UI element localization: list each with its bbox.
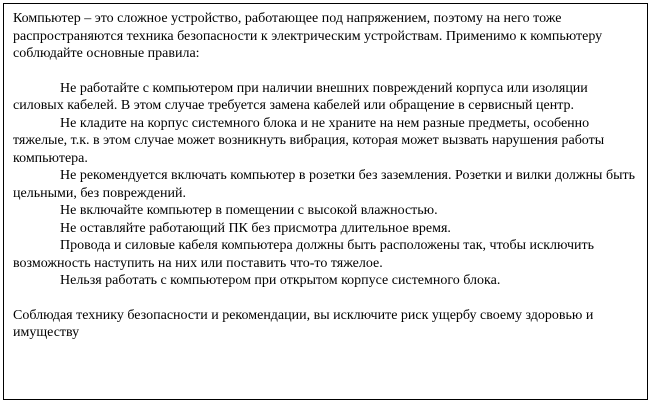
rule-text: Не включайте компьютер в помещении с высокой влажностью. <box>60 203 438 218</box>
rule-item <box>13 272 639 290</box>
safety-rules-textbox <box>3 3 648 400</box>
rules-list <box>13 80 639 290</box>
rule-item <box>13 80 639 115</box>
rule-text: Провода и силовые кабеля компьютера должны быть расположены так, чтобы исключить возможность наступить на них или поставить что-то тяжелое. <box>13 238 595 271</box>
intro-paragraph: Компьютер – это сложное устройство, работающее под напряжением, поэтому на него тоже распространяются техника безопасности к электрическим устройствам. Применимо к компьютеру соблюдайте основные правила: <box>13 11 603 61</box>
rule-item <box>13 237 639 272</box>
rule-item <box>13 115 639 168</box>
rule-item <box>13 202 639 220</box>
rule-text: Нельзя работать с компьютером при открытом корпусе системного блока. <box>60 273 501 288</box>
rule-item <box>13 167 639 202</box>
rule-text: Не работайте с компьютером при наличии внешних повреждений корпуса или изоляции силовых кабелей. В этом случае требуется замена кабелей или обращение в сервисный центр. <box>13 80 588 113</box>
rule-item <box>13 220 639 238</box>
rule-text: Не кладите на корпус системного блока и не храните на нем разные предметы, особенно тяжелые, т.к. в этом случае может возникнуть вибрация, которая может вызвать нарушения работы компьютера. <box>13 115 605 166</box>
rule-text: Не оставляйте работающий ПК без присмотра длительное время. <box>60 220 451 236</box>
rule-text: Не рекомендуется включать компьютер в розетки без заземления. Розетки и вилки должны быть цельными, без повреждений. <box>13 168 635 201</box>
conclusion-paragraph: Соблюдая технику безопасности и рекомендации, вы исключите риск ущербу своему здоровью и имуществу <box>13 307 594 340</box>
